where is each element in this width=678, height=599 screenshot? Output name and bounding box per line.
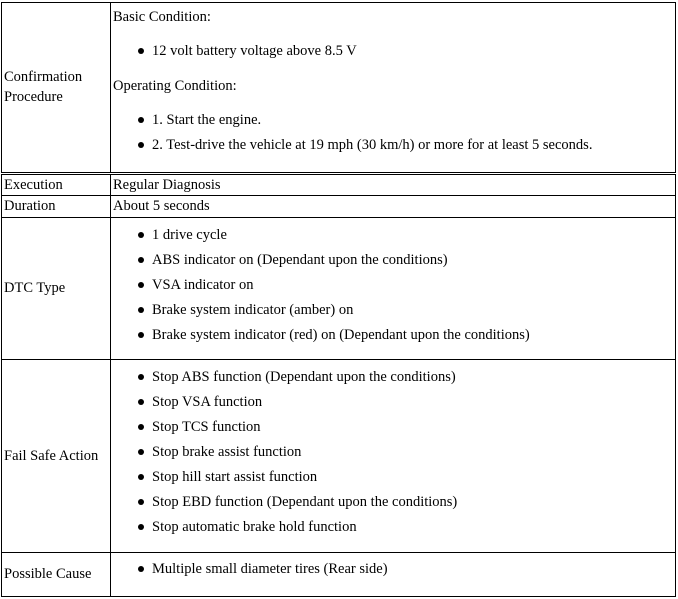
label-duration: Duration: [2, 195, 111, 217]
label-execution: Execution: [2, 173, 111, 195]
bullet-icon: [138, 424, 144, 430]
fail-safe-list: [113, 367, 675, 537]
list-item-text: Stop automatic brake hold function: [152, 519, 357, 536]
bullet-icon: [138, 399, 144, 405]
value-dtc-type: [111, 217, 676, 359]
row-duration: [2, 195, 676, 217]
label-fail-safe: Fail Safe Action: [2, 360, 111, 553]
label-possible-cause: Possible Cause: [2, 552, 111, 596]
value-possible-cause: [111, 552, 676, 596]
bullet-icon: [138, 142, 144, 148]
list-item-text: VSA indicator on: [152, 276, 254, 293]
bullet-icon: [138, 257, 144, 263]
list-item-text: 12 volt battery voltage above 8.5 V: [152, 43, 357, 59]
basic-condition-list: [113, 41, 675, 61]
list-item: [113, 110, 675, 130]
list-item: [113, 41, 675, 61]
list-item-text: Brake system indicator (amber) on: [152, 301, 354, 318]
list-item-text: Stop hill start assist function: [152, 469, 318, 486]
list-item-text: Multiple small diameter tires (Rear side): [152, 560, 388, 577]
bullet-icon: [138, 282, 144, 288]
operating-condition-title: Operating Condition:: [113, 78, 237, 94]
bullet-icon: [138, 307, 144, 313]
bullet-icon: [138, 117, 144, 123]
list-item: [113, 517, 675, 537]
list-item-text: Stop VSA function: [152, 394, 263, 411]
list-item-text: Stop TCS function: [152, 419, 261, 436]
list-item-text: Stop brake assist function: [152, 444, 302, 461]
list-item: [113, 392, 675, 412]
list-item: [113, 367, 675, 387]
bullet-icon: [138, 374, 144, 380]
list-item: [113, 442, 675, 462]
list-item: [113, 559, 675, 579]
bullet-icon: [138, 499, 144, 505]
possible-cause-list: [113, 559, 675, 579]
dtc-info-table: [1, 2, 676, 597]
list-item-text: Stop ABS function (Dependant upon the conditions): [152, 369, 456, 386]
list-item: [113, 275, 675, 295]
dtc-type-list: [113, 225, 675, 345]
operating-condition-list: [113, 110, 675, 155]
row-dtc-type: [2, 217, 676, 359]
list-item-text: 2. Test-drive the vehicle at 19 mph (30 km/h) or more for at least 5 seconds.: [152, 137, 593, 153]
list-item: [113, 225, 675, 245]
list-item-text: ABS indicator on (Dependant upon the conditions): [152, 251, 448, 268]
bullet-icon: [138, 524, 144, 530]
bullet-icon: [138, 332, 144, 338]
list-item-text: 1 drive cycle: [152, 226, 227, 243]
row-fail-safe: [2, 360, 676, 553]
value-duration: About 5 seconds: [111, 195, 676, 217]
basic-condition-title: Basic Condition:: [113, 9, 211, 25]
value-execution: Regular Diagnosis: [111, 173, 676, 195]
list-item: [113, 325, 675, 345]
bullet-icon: [138, 566, 144, 572]
value-fail-safe: [111, 360, 676, 553]
row-confirmation: [2, 3, 676, 174]
list-item: [113, 417, 675, 437]
bullet-icon: [138, 232, 144, 238]
label-confirmation: Confirmation Procedure: [2, 3, 111, 174]
list-item: [113, 300, 675, 320]
label-dtc-type: DTC Type: [2, 217, 111, 359]
list-item-text: Brake system indicator (red) on (Dependant upon the conditions): [152, 326, 530, 343]
value-confirmation: [111, 3, 676, 174]
row-possible-cause: [2, 552, 676, 596]
list-item: [113, 467, 675, 487]
list-item: [113, 492, 675, 512]
bullet-icon: [138, 449, 144, 455]
list-item: [113, 250, 675, 270]
bullet-icon: [138, 48, 144, 54]
list-item: [113, 135, 675, 155]
row-execution: [2, 173, 676, 195]
bullet-icon: [138, 474, 144, 480]
list-item-text: 1. Start the engine.: [152, 112, 262, 128]
list-item-text: Stop EBD function (Dependant upon the conditions): [152, 494, 458, 511]
